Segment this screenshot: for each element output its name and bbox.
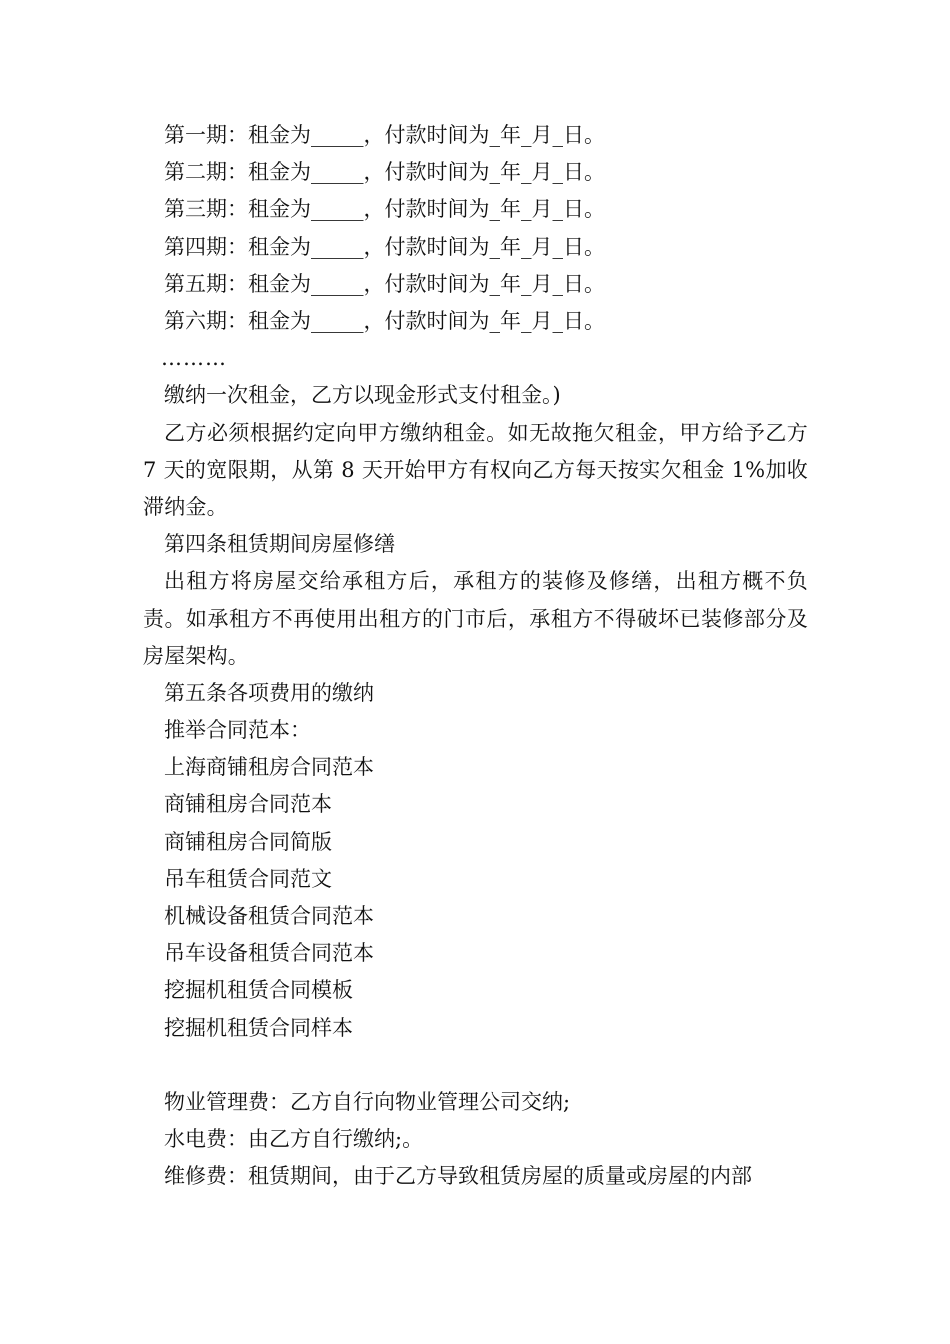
repair-fee-line: 维修费：租赁期间，由于乙方导致租赁房屋的质量或房屋的内部 — [164, 1164, 752, 1189]
template-link-8[interactable]: 挖掘机租赁合同样本 — [164, 1015, 353, 1040]
late-payment-paragraph: 乙方必须根据约定向甲方缴纳租金。如无故拖欠租金，甲方给予乙方 7 天的宽限期，从第 8 天开始甲方有权向乙方每天按实欠租金 1%加收滞纳金。 — [143, 420, 808, 519]
template-link-6[interactable]: 吊车设备租赁合同范本 — [164, 941, 374, 966]
installment-line-3: 第三期：租金为_____，付款时间为_年_月_日。 — [164, 197, 605, 222]
template-link-5[interactable]: 机械设备租赁合同范本 — [164, 904, 374, 929]
template-link-3[interactable]: 商铺租房合同简版 — [164, 829, 332, 854]
installment-line-6: 第六期：租金为_____，付款时间为_年_月_日。 — [164, 308, 605, 333]
document-body — [143, 117, 808, 1196]
template-link-1[interactable]: 上海商铺租房合同范本 — [164, 755, 374, 780]
property-fee-line: 物业管理费：乙方自行向物业管理公司交纳; — [164, 1089, 571, 1114]
template-link-2[interactable]: 商铺租房合同范本 — [164, 792, 332, 817]
installment-line-2: 第二期：租金为_____，付款时间为_年_月_日。 — [164, 160, 605, 185]
payment-note: 缴纳一次租金，乙方以现金形式支付租金。) — [164, 383, 561, 408]
article-4-paragraph: 出租方将房屋交给承租方后，承租方的装修及修缮，出租方概不负责。如承租方不再使用出租方的门市后，承租方不得破坏已装修部分及房屋架构。 — [143, 569, 808, 668]
installment-line-4: 第四期：租金为_____，付款时间为_年_月_日。 — [164, 234, 605, 259]
installment-line-5: 第五期：租金为_____，付款时间为_年_月_日。 — [164, 271, 605, 296]
template-link-4[interactable]: 吊车租赁合同范文 — [164, 866, 332, 891]
ellipsis-line: ……… — [161, 346, 227, 371]
article-4-heading: 第四条租赁期间房屋修缮 — [164, 532, 395, 557]
utilities-fee-line: 水电费：由乙方自行缴纳;。 — [164, 1127, 424, 1152]
blank-line — [143, 1047, 808, 1084]
article-5-heading: 第五条各项费用的缴纳 — [164, 680, 374, 705]
template-link-7[interactable]: 挖掘机租赁合同模板 — [164, 978, 353, 1003]
recommended-templates-heading: 推举合同范本： — [164, 718, 311, 743]
installment-line-1: 第一期：租金为_____，付款时间为_年_月_日。 — [164, 123, 605, 147]
